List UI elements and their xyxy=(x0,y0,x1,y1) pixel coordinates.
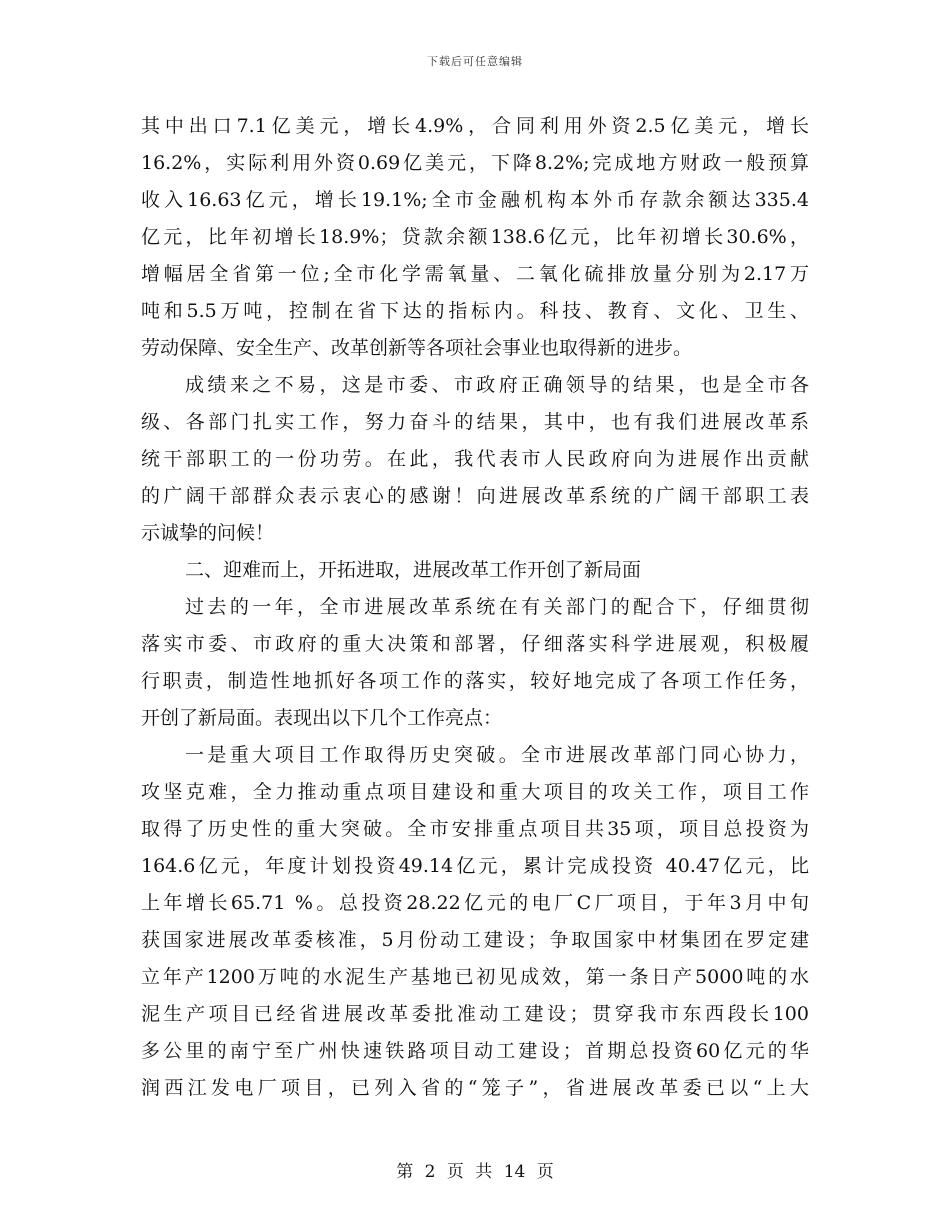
text-line: 的广阔干部群众表示衷心的感谢！向进展改革系统的广阔干部职工表 xyxy=(141,485,809,507)
text-line: 164.6亿元，年度计划投资49.14亿元，累计完成投资 40.47亿元，比 xyxy=(141,855,809,877)
text-line: 多公里的南宁至广州快速铁路项目动工建设；首期总投资60亿元的华 xyxy=(141,1040,809,1062)
document-body xyxy=(141,108,809,1107)
text-line: 示诚挚的问候！ xyxy=(141,522,275,544)
text-line: 立年产1200万吨的水泥生产基地已初见成效，第一条日产5000吨的水 xyxy=(141,966,809,988)
text-line: 统干部职工的一份功劳。在此，我代表市人民政府向为进展作出贡献 xyxy=(141,448,809,470)
text-line: 行职责，制造性地抓好各项工作的落实，较好地完成了各项工作任务， xyxy=(141,670,809,692)
text-line: 成绩来之不易，这是市委、市政府正确领导的结果，也是全市各 xyxy=(185,374,809,396)
text-line: 一是重大项目工作取得历史突破。全市进展改革部门同心协力， xyxy=(185,744,809,766)
page-header: 下载后可任意编辑 xyxy=(427,55,523,68)
text-line: 泥生产项目已经省进展改革委批准动工建设；贯穿我市东西段长100 xyxy=(141,1003,809,1025)
text-line: 上年增长65.71 %。总投资28.22亿元的电厂C厂项目，于年3月中旬 xyxy=(141,892,809,914)
text-line: 级、各部门扎实工作，努力奋斗的结果，其中，也有我们进展改革系 xyxy=(141,411,809,433)
text-line: 取得了历史性的重大突破。全市安排重点项目共35项，项目总投资为 xyxy=(141,818,809,840)
text-line: 过去的一年，全市进展改革系统在有关部门的配合下，仔细贯彻 xyxy=(185,596,809,618)
text-line: 其中出口7.1亿美元，增长4.9%，合同利用外资2.5亿美元，增长 xyxy=(141,115,809,137)
text-line: 16.2%，实际利用外资0.69亿美元，下降8.2%;完成地方财政一般预算 xyxy=(141,152,809,174)
text-line: 收入16.63亿元，增长19.1%;全市金融机构本外币存款余额达335.4 xyxy=(141,189,809,211)
text-line: 劳动保障、安全生产、改革创新等各项社会事业也取得新的进步。 xyxy=(141,337,693,359)
page-footer: 第 2 页 共 14 页 xyxy=(396,1162,554,1182)
text-line: 落实市委、市政府的重大决策和部署，仔细落实科学进展观，积极履 xyxy=(141,633,809,655)
text-line: 增幅居全省第一位;全市化学需氧量、二氧化硫排放量分别为2.17万 xyxy=(141,263,809,285)
text-line: 获国家进展改革委核准，5月份动工建设；争取国家中材集团在罗定建 xyxy=(141,929,809,951)
text-line: 亿元，比年初增长18.9%；贷款余额138.6亿元，比年初增长30.6%， xyxy=(141,226,809,248)
text-line: 二、迎难而上，开拓进取，进展改革工作开创了新局面 xyxy=(185,559,642,581)
text-line: 润西江发电厂项目，已列入省的“笼子”，省进展改革委已以“上大 xyxy=(141,1077,809,1099)
text-line: 吨和5.5万吨，控制在省下达的指标内。科技、教育、文化、卫生、 xyxy=(141,300,809,322)
text-line: 攻坚克难，全力推动重点项目建设和重大项目的攻关工作，项目工作 xyxy=(141,781,809,803)
text-line: 开创了新局面。表现出以下几个工作亮点： xyxy=(141,707,503,729)
